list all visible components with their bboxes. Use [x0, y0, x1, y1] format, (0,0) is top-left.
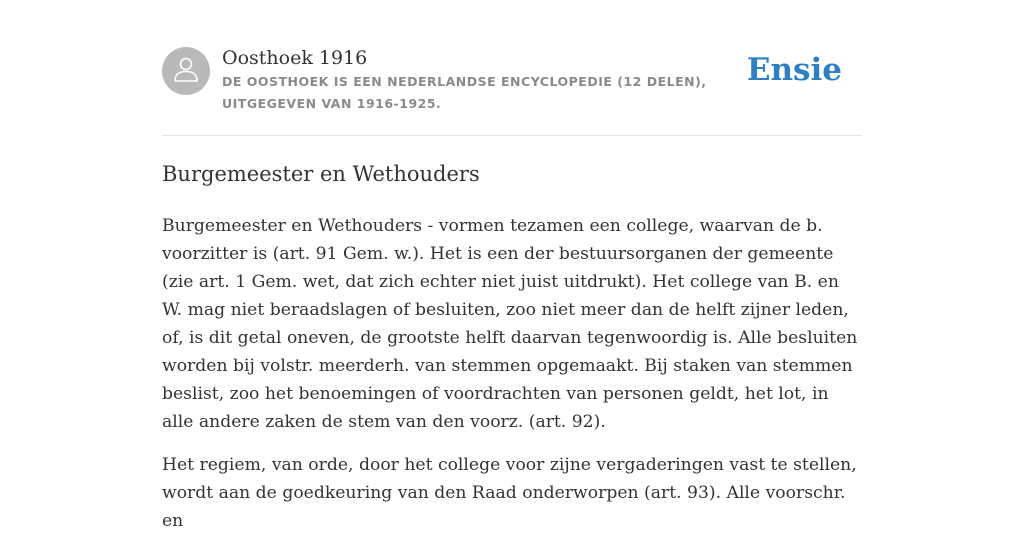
source-info — [222, 46, 762, 115]
source-title[interactable]: Oosthoek 1916 — [222, 47, 368, 69]
user-icon — [171, 54, 201, 89]
source-header — [162, 46, 862, 136]
article-paragraph: Burgemeester en Wethouders - vormen tezamen een college, waarvan de b. voorzitter is (art. 91 Gem. w.). Het is een der bestuursorganen der gemeente (zie art. 1 Gem. wet, dat zich echter niet juist uitdrukt). Het college van B. en W. mag niet beraadslagen of besluiten, zoo niet meer dan de helft zijner leden, of, is dit getal oneven, de grootste helft daarvan tegenwoordig is. Alle besluiten worden bij volstr. meerderh. van stemmen opgemaakt. Bij staken van stemmen beslist, zoo het benoemingen of voordrachten van personen geldt, het lot, in alle andere zaken de stem van den voorz. (art. 92). — [162, 216, 858, 432]
article-title: Burgemeester en Wethouders — [162, 162, 480, 186]
article-paragraph: Het regiem, van orde, door het college voor zijne vergaderingen vast te stellen, wordt aan de goedkeuring van den Raad onderworpen (art. 93). Alle voorschr. en — [162, 455, 857, 531]
avatar[interactable] — [162, 47, 210, 95]
header-divider — [162, 135, 862, 136]
ensie-logo[interactable]: Ensie — [746, 52, 842, 88]
article-body — [162, 212, 862, 550]
source-description: DE OOSTHOEK IS EEN NEDERLANDSE ENCYCLOPEDIE (12 DELEN), UITGEGEVEN VAN 1916-1925. — [222, 74, 707, 111]
